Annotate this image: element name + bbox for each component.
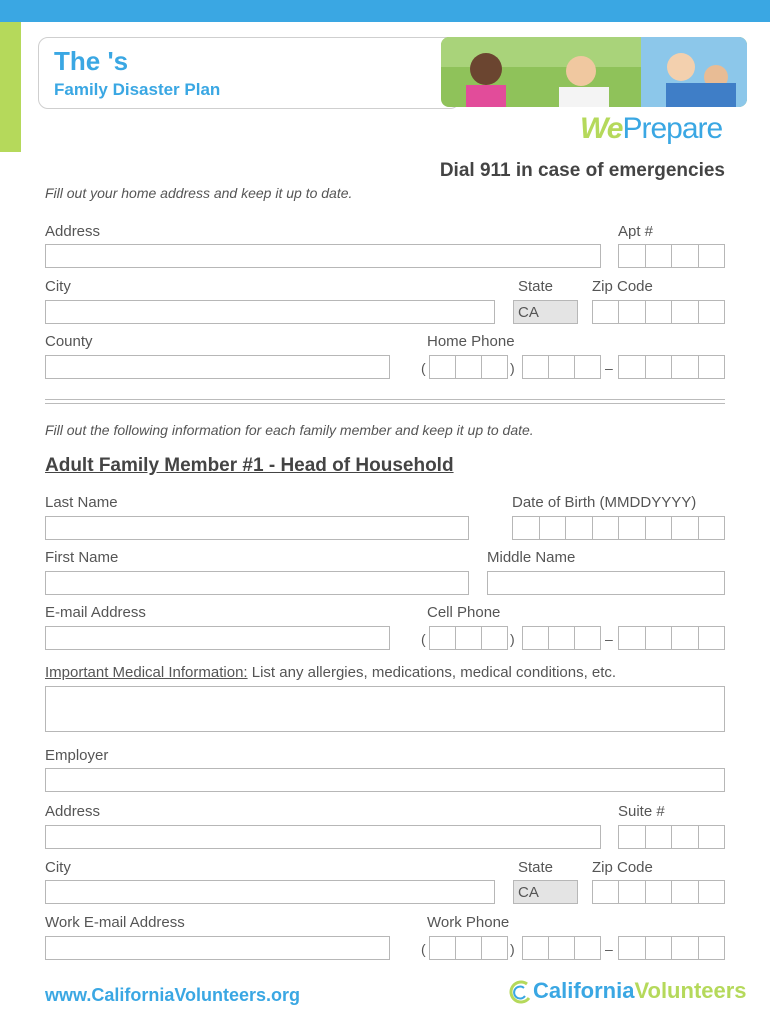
home-phone-line[interactable] [618, 355, 725, 379]
medical-info-input[interactable] [45, 686, 725, 732]
work-phone-line[interactable] [618, 936, 725, 960]
last-name-label: Last Name [45, 494, 118, 511]
cell-dash: – [605, 631, 613, 647]
footer-url-link[interactable]: www.CaliforniaVolunteers.org [45, 985, 301, 1005]
home-phone-area-code[interactable] [429, 355, 508, 379]
work-phone-area-code[interactable] [429, 936, 508, 960]
zip-label: Zip Code [592, 278, 653, 295]
cell-close-paren: ) [510, 631, 515, 647]
first-name-label: First Name [45, 549, 119, 566]
county-input[interactable] [45, 355, 390, 379]
work-open-paren: ( [421, 941, 426, 957]
medical-hint-text: List any allergies, medications, medical conditions, etc. [247, 664, 617, 681]
county-label: County [45, 333, 93, 350]
work-city-input[interactable] [45, 880, 495, 904]
section-divider [45, 399, 725, 404]
city-input[interactable] [45, 300, 495, 324]
family-note: Fill out the following information for each family member and keep it up to date. [45, 422, 534, 438]
last-name-input[interactable] [45, 516, 469, 540]
weprepare-logo [580, 112, 722, 146]
middle-name-input[interactable] [487, 571, 725, 595]
address-label: Address [45, 223, 101, 240]
work-zip-label: Zip Code [592, 859, 653, 876]
home-note: Fill out your home address and keep it up to date. [45, 185, 353, 201]
family-photo [441, 37, 747, 107]
phone-close-paren: ) [510, 360, 515, 376]
california-volunteers-logo [507, 978, 747, 1004]
work-phone-prefix[interactable] [522, 936, 601, 960]
cell-phone-label: Cell Phone [427, 604, 501, 621]
middle-name-label: Middle Name [487, 549, 576, 566]
dob-input[interactable] [512, 516, 725, 540]
cell-open-paren: ( [421, 631, 426, 647]
employer-input[interactable] [45, 768, 725, 792]
email-input[interactable] [45, 626, 390, 650]
address-input[interactable] [45, 244, 601, 268]
phone-dash: – [605, 360, 613, 376]
work-address-input[interactable] [45, 825, 601, 849]
first-name-input[interactable] [45, 571, 469, 595]
work-close-paren: ) [510, 941, 515, 957]
family-photo-image [441, 37, 747, 107]
apt-input[interactable] [618, 244, 725, 268]
page-title: The 's [54, 46, 129, 76]
zip-input[interactable] [592, 300, 725, 324]
work-address-label: Address [45, 803, 101, 820]
logo-volunteers-text: Volunteers [634, 978, 747, 1003]
swirl-icon [507, 980, 533, 1004]
email-label: E-mail Address [45, 604, 146, 621]
work-email-input[interactable] [45, 936, 390, 960]
emergency-dial-note: Dial 911 in case of emergencies [439, 160, 725, 181]
cell-phone-line[interactable] [618, 626, 725, 650]
work-state-input[interactable]: CA [513, 880, 578, 904]
logo-california-text: California [533, 978, 635, 1003]
state-label: State [518, 278, 554, 295]
section-title: Adult Family Member #1 - Head of Household [45, 455, 454, 476]
employer-label: Employer [45, 747, 109, 764]
work-email-label: Work E-mail Address [45, 914, 185, 931]
page-subtitle: Family Disaster Plan [54, 80, 221, 99]
apt-label: Apt # [618, 223, 654, 240]
work-city-label: City [45, 859, 71, 876]
top-color-bar [0, 0, 770, 22]
work-zip-input[interactable] [592, 880, 725, 904]
work-phone-label: Work Phone [427, 914, 510, 931]
logo-we-text: We [580, 112, 623, 145]
state-input[interactable]: CA [513, 300, 578, 324]
dob-label: Date of Birth (MMDDYYYY) [512, 494, 697, 511]
cell-phone-area-code[interactable] [429, 626, 508, 650]
work-dash: – [605, 941, 613, 957]
home-phone-prefix[interactable] [522, 355, 601, 379]
suite-label: Suite # [618, 803, 665, 820]
city-label: City [45, 278, 71, 295]
cell-phone-prefix[interactable] [522, 626, 601, 650]
medical-label-text: Important Medical Information: [45, 664, 248, 681]
work-state-label: State [518, 859, 554, 876]
logo-prepare-text: Prepare [622, 112, 723, 145]
medical-info-label [45, 664, 616, 681]
side-color-bar [0, 22, 21, 152]
phone-open-paren: ( [421, 360, 426, 376]
home-phone-label: Home Phone [427, 333, 515, 350]
suite-input[interactable] [618, 825, 725, 849]
